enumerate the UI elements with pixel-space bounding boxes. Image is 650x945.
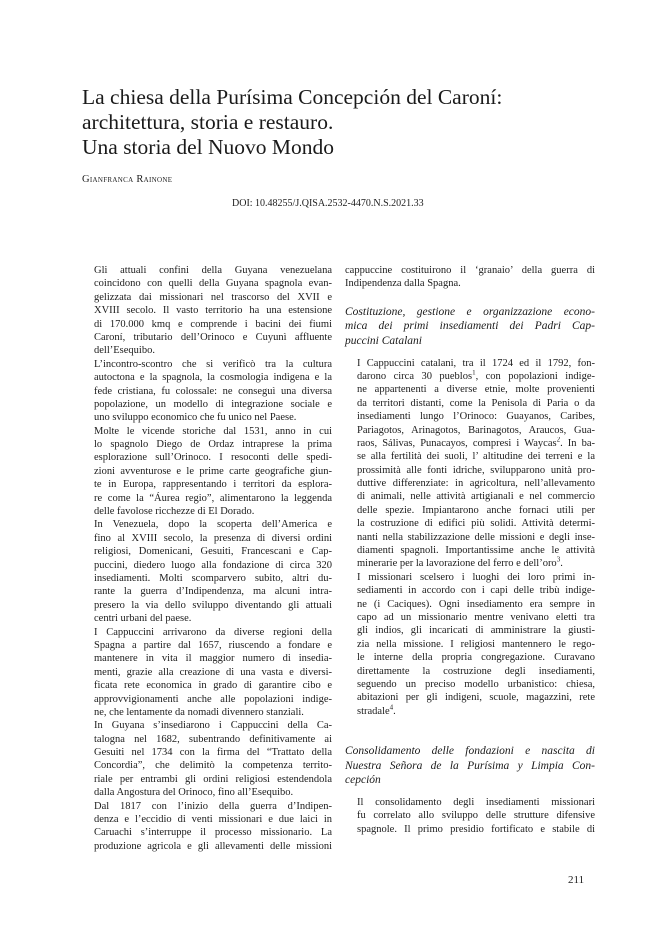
text-line: dell’Esequibo.	[94, 345, 155, 357]
heading-line: Consolidamento delle fondazioni e nascita di	[345, 745, 595, 758]
text-line: fede cristiana, fu colossale: ne conseguì una diversa	[94, 385, 332, 397]
text-line: centri urbani del paese.	[94, 613, 192, 625]
text-line: ne, che lentamente da nomadi divennero stanziali.	[94, 706, 304, 718]
text-line: Pariagotos, Arinagotos, Barinagotos, Araucos, Gua-	[357, 424, 595, 436]
text-line: ficata rete economica in grado di garantire cibo e	[94, 680, 332, 692]
text-line: L’incontro-scontro che si verificò tra la cultura	[94, 358, 332, 370]
text-line: stradale$^4$.	[357, 703, 396, 717]
text-line: re come la “Áurea regio”, alimentarono la leggenda	[94, 492, 332, 504]
text-line: I missionari scelsero i luoghi dei loro primi in-	[357, 571, 595, 583]
text-line: approvvigionamenti anche alle popolazioni indige-	[94, 693, 332, 705]
text-line: ne appartenenti a diverse etnie, molte provenienti	[357, 384, 595, 396]
author-name: Gianfranca Rainone	[82, 174, 173, 185]
text-line: denza e l’eccidio di venti missionari e due laici in	[94, 814, 332, 826]
text-line: di 170.000 kmq e comprende i bacini dei fiumi	[94, 318, 332, 330]
body-paragraph	[82, 358, 332, 425]
text-line: presero la via dello sviluppo diventando gli attuali	[94, 599, 332, 611]
text-line: delle spezie. Impiantarono anche fornaci utili per	[357, 504, 595, 516]
body-paragraph	[345, 357, 595, 571]
text-line: In Venezuela, dopo la scoperta dell’America e	[94, 519, 332, 531]
text-line: te in Europa, rappresentando i territori da esplora-	[94, 479, 332, 491]
text-line: rante la guerra d’Indipendenza, ma alcuni intra-	[94, 586, 332, 598]
text-line: riale per entrambi gli ordini religiosi estendendola	[94, 773, 332, 785]
footnote-ref: 4	[389, 703, 394, 712]
text-line: Caruachi s’interruppe il processo missionario. La	[94, 827, 332, 839]
article-title	[82, 85, 602, 160]
text-line: cappuccine costituirono il ‘granaio’ della guerra di	[345, 265, 595, 276]
text-line: darono circa 30 pueblos$^1$, con popolazioni indige-	[357, 369, 595, 382]
text-line: Spagna a partire dal 1657, riuscendo a fondare e	[94, 639, 332, 651]
text-line: mantenere in vita il maggior numero di insedia-	[94, 653, 332, 665]
text-line: I Cappuccini catalani, tra il 1724 ed il 1792, fon-	[357, 357, 595, 369]
text-line: duttive differenziate: in agricoltura, nell’allevamento	[357, 478, 595, 490]
text-line: abitazioni per gli indigeni, scuole, magazzini, rete	[357, 692, 595, 704]
text-line: Il consolidamento degli insediamenti missionari	[357, 796, 595, 808]
title-line: La chiesa della Purísima Concepción del Caroní:	[82, 85, 503, 109]
text-line: Concordia”, che delimitò la competenza territo-	[94, 760, 332, 772]
heading-line: Nuestra Señora de la Purísima y Limpia Con-	[345, 759, 595, 772]
body-paragraph	[82, 264, 332, 358]
text-line: seguendo un preciso modello urbanistico: chiesa,	[357, 678, 595, 690]
text-line: popolazione, un modello di integrazione sociale e	[94, 398, 332, 410]
text-line: le interne della propria congregazione. Curavano	[357, 652, 595, 664]
text-line: coincidono con quelli della Guyana spagnola evan-	[94, 278, 332, 290]
text-line: autoctona e la spagnola, la cosmologia indigena e la	[94, 372, 332, 384]
text-line: insediamenti. Molti scomparvero subito, altri du-	[94, 572, 332, 584]
body-paragraph	[82, 800, 332, 854]
text-line: lo spagnolo Diego de Ordaz intraprese la prima	[94, 439, 332, 451]
footnote-ref: 1	[472, 369, 476, 377]
text-line: dalla Angostura del Orinoco, fino all’Esequibo.	[94, 787, 294, 799]
section-heading	[345, 305, 595, 349]
text-line: menti, grazie alla creazione di una vasta e diversi-	[94, 666, 332, 678]
text-line: spagnole. Il primo presidio fortificato e stabile di	[357, 823, 595, 835]
text-line: ne (i Caciques). Ogni insediamento era sempre in	[357, 598, 595, 610]
text-line: da territori distanti, come la Penisola di Paria o da	[357, 397, 595, 409]
section-heading	[345, 744, 595, 788]
text-line: la costruzione di edifici più solidi. Attività determi-	[357, 518, 595, 530]
footnote-ref: 3	[556, 555, 561, 564]
text-line: zia nella missione. I religiosi mantennero le rego-	[357, 638, 595, 650]
title-line: Una storia del Nuovo Mondo	[82, 135, 334, 159]
text-line: minerarie per la lavorazione del ferro e dell’oro$^3$.	[357, 555, 563, 570]
text-line: raos, Sálivas, Punacayos, compresi i Waycas$^2$. In ba-	[357, 436, 595, 449]
body-paragraph	[345, 571, 595, 718]
text-line: Indipendenza dalla Spagna.	[345, 278, 461, 290]
text-line: nanti nella stabilizzazione delle missioni e degli inse-	[357, 531, 595, 543]
doi-reference: DOI: 10.48255/J.QISA.2532-4470.N.S.2021.33	[232, 198, 424, 209]
page-number: 211	[568, 874, 585, 886]
text-line: prossimità alle fonti idriche, svilupparono unità pro-	[357, 464, 595, 476]
left-column	[82, 264, 332, 853]
text-line: Gesuiti nel 1734 con la firma del “Trattato della	[94, 747, 332, 759]
body-paragraph	[82, 626, 332, 720]
title-line: architettura, storia e restauro.	[82, 110, 334, 134]
body-paragraph	[345, 796, 595, 836]
text-line: di animali, nelle attività artigianali e nel commercio	[357, 491, 595, 503]
footnote-ref: 2	[556, 436, 561, 444]
body-paragraph	[82, 518, 332, 625]
text-line: direttamente la costruzione degli insediamenti,	[357, 665, 595, 677]
body-paragraph	[82, 719, 332, 799]
text-line: esplorazione sull’Orinoco. I resoconti delle spedi-	[94, 452, 332, 464]
text-line: I Cappuccini arrivarono da diverse regioni della	[94, 626, 332, 638]
text-line: Dal 1817 con l’inizio della guerra d’Indipen-	[94, 800, 332, 812]
text-line: se alla fertilità dei suoli, l’ altitudine dei terreni e la	[357, 451, 595, 463]
text-line: Gli attuali confini della Guyana venezuelana	[94, 265, 332, 276]
heading-line: mica dei primi insediamenti dei Padri Cap-	[345, 320, 595, 333]
text-line: delle favolose ricchezze di El Dorado.	[94, 506, 255, 518]
text-line: insediamenti lungo l’Orinoco: Guayanos, Caribes,	[357, 411, 595, 423]
text-line: gli indios, gli incaricati di amministrare la giusti-	[357, 625, 595, 637]
text-line: capo ad un missionario mentre venivano eletti tra	[357, 611, 595, 623]
text-line: sediamenti in accordo con i capi delle tribù indige-	[357, 585, 595, 597]
heading-line: puccini Catalani	[345, 334, 422, 347]
right-column	[345, 264, 595, 836]
text-line: produzione agricola e gli allevamenti delle missioni	[94, 840, 332, 852]
text-line: XVIII secolo. Il vasto territorio ha una estensione	[94, 305, 332, 317]
text-line: puccini, diedero luogo alla fondazione di circa 320	[94, 559, 332, 571]
text-line: zioni avventurose e le prime carte geografiche giun-	[94, 465, 332, 477]
text-line: diamenti spagnoli. Importantissime anche le attività	[357, 545, 595, 557]
text-line: religiosi, Domenicani, Gesuiti, Francescani e Cap-	[94, 546, 332, 558]
text-line: fu correlato allo sviluppo delle strutture difensive	[357, 810, 595, 822]
text-line: fino al XVIII secolo, la presenza di diversi ordini	[94, 532, 332, 544]
text-line: uno sviluppo economico che fu unico nel Paese.	[94, 412, 297, 424]
body-paragraph	[345, 264, 595, 291]
text-line: In Guyana s’insediarono i Cappuccini della Ca-	[94, 720, 332, 732]
text-line: Molte le vicende storiche dal 1531, anno in cui	[94, 425, 332, 437]
text-line: gelizzata dai missionari nel trascorso del XVII e	[94, 291, 332, 303]
text-line: talogna nel 1682, subentrando definitivamente ai	[94, 733, 332, 745]
heading-line: Costituzione, gestione e organizzazione econo-	[345, 305, 595, 318]
body-paragraph	[82, 425, 332, 519]
heading-line: cepción	[345, 774, 381, 787]
text-line: Caroní, tributario dell’Orinoco e Cuyunì affluente	[94, 331, 332, 343]
